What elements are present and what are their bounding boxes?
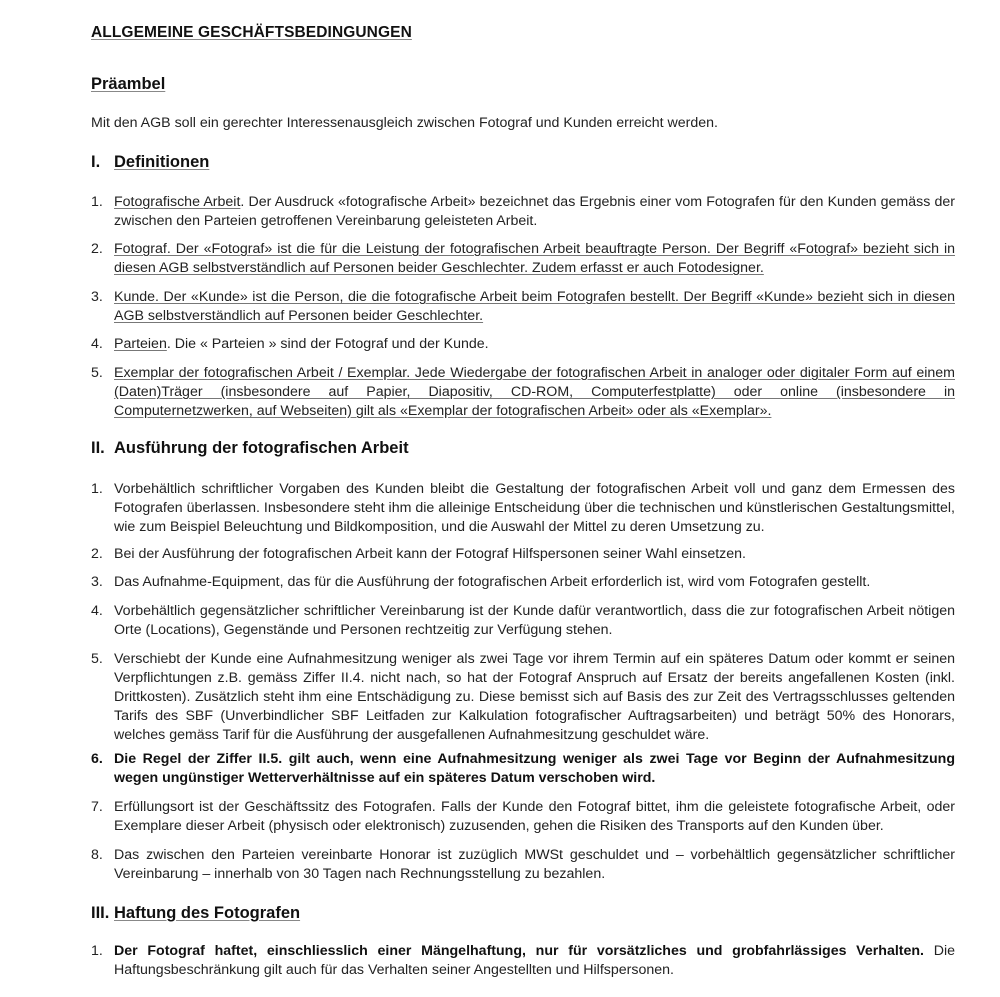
section-title: Haftung des Fotografen [114,904,301,922]
section-title: Definitionen [114,153,210,171]
list-item-definition-2 [91,240,955,278]
list-item-ausfuehrung-4 [91,602,955,640]
list-item-ausfuehrung-3 [91,573,955,592]
item-number: 1. [91,943,103,959]
item-bold-text: Der Fotograf haftet, einschliesslich einer Mängelhaftung, nur für vorsätzliches und grobfahrlässiges Verhalten. [114,943,924,959]
item-text: Das zwischen den Parteien vereinbarte Honorar ist zuzüglich MWSt geschuldet und – vorbehältlich gegensätzlicher schriftlicher Vereinbarung – innerhalb von 30 Tagen nach Rechnungsstellung zu bezahlen. [114,847,955,882]
item-number: 5. [91,651,103,667]
section-heading-ausfuehrung [91,439,409,458]
item-text: Kunde. Der «Kunde» ist die Person, die die fotografische Arbeit beim Fotografen bestellt. Der Begriff «Kunde» bezieht sich in diesen AGB selbstverständlich auf Personen beider Geschlechter. [114,289,955,324]
item-number: 5. [91,365,103,381]
list-item-ausfuehrung-1 [91,480,955,537]
item-number: 4. [91,336,103,352]
list-item-ausfuehrung-6 [91,750,955,788]
item-number: 4. [91,603,103,619]
preamble-heading [91,75,165,94]
item-text: Exemplar der fotografischen Arbeit / Exemplar. Jede Wiedergabe der fotografischen Arbeit in analoger oder digitaler Form auf einem (Daten)Träger (insbesondere auf Papier, Diapositiv, CD-ROM, Computerfestplatte) oder online (insbesondere in Computernetzwerken, auf Webseiten) gilt als «Exemplar der fotografischen Arbeit» oder als «Exemplar». [114,365,955,419]
item-text: Erfüllungsort ist der Geschäftssitz des Fotografen. Falls der Kunde den Fotograf bittet, ihm die geleistete fotografische Arbeit, oder Exemplare dieser Arbeit (physisch oder elektronisch) zuzusenden, gehen die Risiken des Transports auf den Kunden über. [114,799,955,834]
item-number: 3. [91,289,103,305]
item-term: Parteien [114,336,167,352]
section-number: III. [91,904,110,922]
item-text: Vorbehältlich schriftlicher Vorgaben des Kunden bleibt die Gestaltung der fotografischen Arbeit voll und ganz dem Ermessen des Fotografen überlassen. Insbesondere steht ihm die alleinige Entscheidung über die technischen und künstlerischen Gestaltungsmittel, wie zum Beispiel Beleuchtung und Bildkomposition, und die Auswahl der Mittel zu deren Umsetzung zu. [114,481,955,535]
list-item-definition-5 [91,364,955,421]
item-number: 3. [91,574,103,590]
item-text: Die Haftungsbeschränkung gilt auch für das Verhalten seiner Angestellten und Hilfspersonen. [114,943,955,978]
item-number: 6. [91,751,103,767]
item-number: 8. [91,847,103,863]
item-number: 7. [91,799,103,815]
preamble-heading-text: Präambel [91,75,166,93]
list-item-definition-3 [91,288,955,326]
list-item-ausfuehrung-7 [91,798,955,836]
list-item-definition-1 [91,193,955,231]
item-text: . Die « Parteien » sind der Fotograf und der Kunde. [166,336,489,352]
document-title: ALLGEMEINE GESCHÄFTSBEDINGUNGEN [91,24,412,41]
section-heading-definitionen [91,153,209,172]
item-text: Verschiebt der Kunde eine Aufnahmesitzung weniger als zwei Tage vor ihrem Termin auf ein späteres Datum oder kommt er seinen Verpflichtungen z.B. gemäss Ziffer II.4. nicht nach, so hat der Fotograf Anspruch auf Ersatz der bereits angefallenen Kosten (inkl. Drittkosten). Zusätzlich steht ihm eine Entschädigung zu. Diese bemisst sich auf Basis des zur Zeit des Vertragsschlusses geltenden Tarifs des SBF (Unverbindlicher SBF Leitfaden zur Kalkulation fotografischer Auftragsarbeiten) und beträgt 50% des Honorars, welches gemäss Tarif für die Ausführung der ausgefallenen Aufnahmesitzung geschuldet wäre. [114,651,955,743]
list-item-ausfuehrung-8 [91,846,955,884]
item-text: Fotograf. Der «Fotograf» ist die für die Leistung der fotografischen Arbeit beauftragte Person. Der Begriff «Fotograf» bezieht sich in diesen AGB selbstverständlich auf Personen beider Geschlechter. Zudem erfasst er auch Fotodesigner. [114,241,955,276]
item-number: 2. [91,546,103,562]
list-item-definition-4 [91,335,955,354]
item-number: 1. [91,194,103,210]
item-text: . Der Ausdruck «fotografische Arbeit» bezeichnet das Ergebnis einer vom Fotografen für den Kunden gemäss der zwischen den Parteien getroffenen Vereinbarung geleisteten Arbeit. [114,194,955,229]
item-text: Die Regel der Ziffer II.5. gilt auch, wenn eine Aufnahmesitzung weniger als zwei Tage vor Beginn der Aufnahmesitzung wegen ungünstiger Wetterverhältnisse auf ein späteres Datum verschoben wird. [114,751,955,786]
item-number: 2. [91,241,103,257]
section-number: II. [91,439,105,457]
item-text: Das Aufnahme-Equipment, das für die Ausführung der fotografischen Arbeit erforderlich ist, wird vom Fotografen gestellt. [114,574,871,590]
list-item-ausfuehrung-2 [91,545,955,564]
item-text: Bei der Ausführung der fotografischen Arbeit kann der Fotograf Hilfspersonen seiner Wahl einsetzen. [114,546,746,562]
item-term: Fotografische Arbeit [114,194,241,210]
section-heading-haftung [91,904,300,923]
section-title: Ausführung der fotografischen Arbeit [114,439,409,457]
item-number: 1. [91,481,103,497]
section-number: I. [91,153,101,171]
list-item-ausfuehrung-5 [91,650,955,745]
item-text: Vorbehältlich gegensätzlicher schriftlicher Vereinbarung ist der Kunde dafür verantwortlich, dass die zur fotografischen Arbeit nötigen Orte (Locations), Gegenstände und Personen rechtzeitig zur Verfügung stehen. [114,603,955,638]
preamble-text: Mit den AGB soll ein gerechter Interessenausgleich zwischen Fotograf und Kunden erreicht werden. [91,115,718,131]
list-item-haftung-1 [91,942,955,980]
